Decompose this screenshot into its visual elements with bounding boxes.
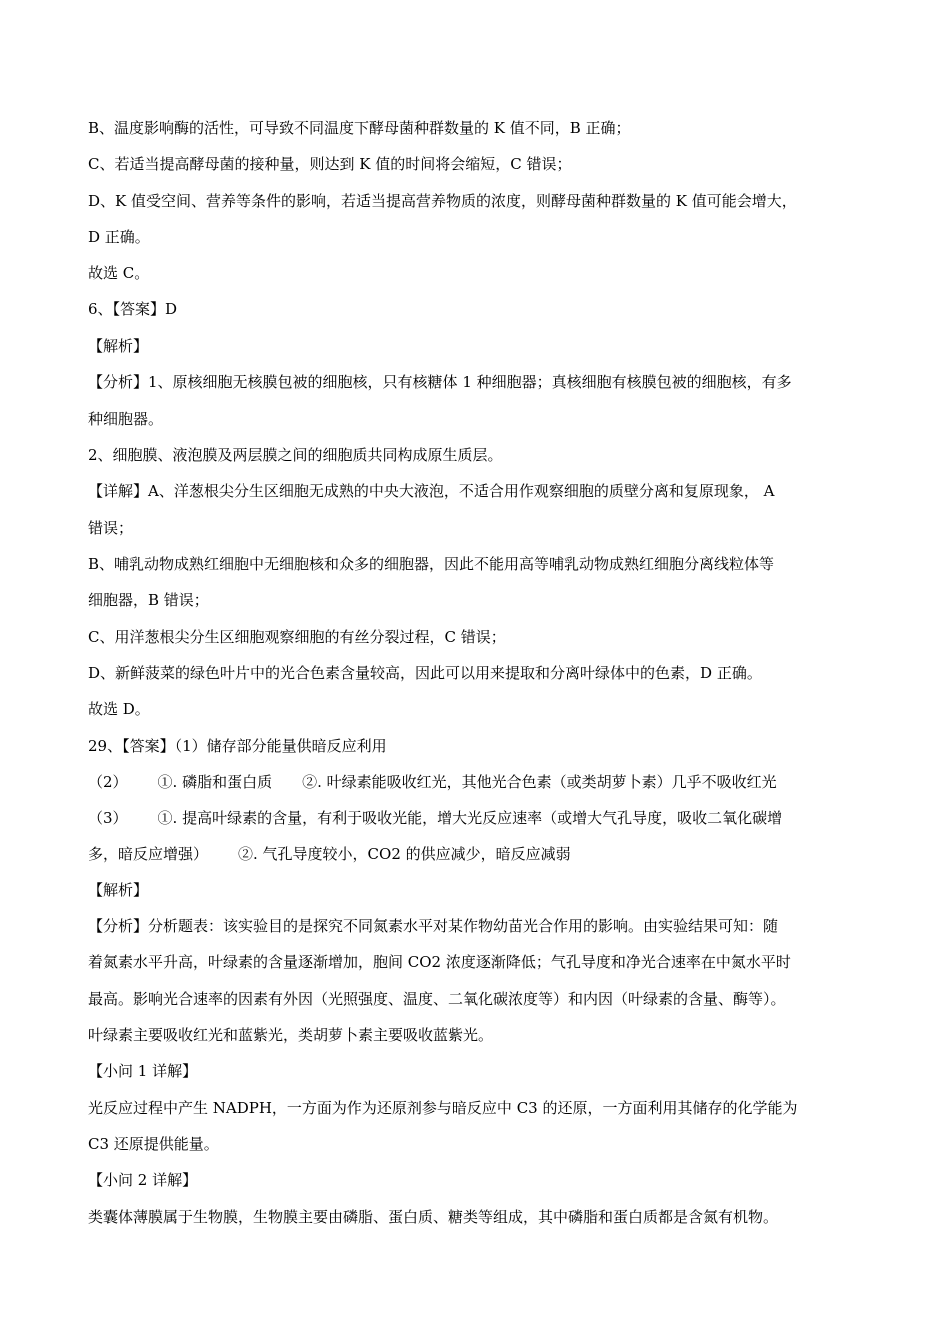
text-line: 【分析】1、原核细胞无核膜包被的细胞核，只有核糖体 1 种细胞器；真核细胞有核膜包被的细胞核，有多 <box>88 373 792 391</box>
part-number: （3） <box>88 809 128 827</box>
text-line: B、哺乳动物成熟红细胞中无细胞核和众多的细胞器，因此不能用高等哺乳动物成熟红细胞分离线粒体等 <box>88 555 775 573</box>
text-line: 2、细胞膜、液泡膜及两层膜之间的细胞质共同构成原生质层。 <box>88 446 503 464</box>
text-line: 故选 C。 <box>88 264 150 282</box>
text-line: 细胞器，B 错误； <box>88 591 209 609</box>
text-line: 种细胞器。 <box>88 410 164 428</box>
answer-heading: 6、【答案】D <box>88 300 178 318</box>
text-line: C、若适当提高酵母菌的接种量，则达到 K 值的时间将会缩短，C 错误； <box>88 155 572 173</box>
text-line: D、K 值受空间、营养等条件的影响，若适当提高营养物质的浓度，则酵母菌种群数量的 K 值可能会增大， <box>88 192 797 210</box>
answer-item: ②. 气孔导度较小，CO2 的供应减少，暗反应减弱 <box>238 845 571 863</box>
text-line: B、温度影响酶的活性，可导致不同温度下酵母菌种群数量的 K 值不同，B 正确； <box>88 119 631 137</box>
answer-item: ①. 提高叶绿素的含量，有利于吸收光能，增大光反应速率（或增大气孔导度，吸收二氧化碳增 <box>157 809 783 827</box>
text-line: 故选 D。 <box>88 700 150 718</box>
text-line: 【详解】A、洋葱根尖分生区细胞无成熟的中央大液泡，不适合用作观察细胞的质壁分离和复原现象， A <box>88 482 775 500</box>
part-number: （2） <box>88 773 128 791</box>
text-line: 着氮素水平升高，叶绿素的含量逐渐增加，胞间 CO2 浓度逐渐降低；气孔导度和净光合速率在中氮水平时 <box>88 953 791 971</box>
answer-part-2 <box>88 772 878 792</box>
answer-item: ②. 叶绿素能吸收红光，其他光合色素（或类胡萝卜素）几乎不吸收红光 <box>302 773 777 791</box>
text-line: D、新鲜菠菜的绿色叶片中的光合色素含量较高，因此可以用来提取和分离叶绿体中的色素，D 正确。 <box>88 664 762 682</box>
section-label: 【解析】 <box>88 337 149 355</box>
answer-item: ①. 磷脂和蛋白质 <box>157 773 273 791</box>
text-line: 错误； <box>88 519 134 537</box>
text-line: C3 还原提供能量。 <box>88 1135 219 1153</box>
text-line: 类囊体薄膜属于生物膜，生物膜主要由磷脂、蛋白质、糖类等组成，其中磷脂和蛋白质都是含氮有机物。 <box>88 1208 779 1226</box>
section-label: 【小问 1 详解】 <box>88 1062 198 1080</box>
section-label: 【小问 2 详解】 <box>88 1171 198 1189</box>
text-line: 【分析】分析题表：该实验目的是探究不同氮素水平对某作物幼苗光合作用的影响。由实验结果可知：随 <box>88 917 779 935</box>
text-line: 最高。影响光合速率的因素有外因（光照强度、温度、二氧化碳浓度等）和内因（叶绿素的含量、酶等）。 <box>88 990 786 1008</box>
answer-heading: 29、【答案】（1）储存部分能量供暗反应利用 <box>88 737 387 755</box>
text-line: 叶绿素主要吸收红光和蓝紫光，类胡萝卜素主要吸收蓝紫光。 <box>88 1026 494 1044</box>
text-line: D 正确。 <box>88 228 150 246</box>
answer-part-3 <box>88 808 878 828</box>
text-line: 光反应过程中产生 NADPH，一方面为作为还原剂参与暗反应中 C3 的还原，一方面利用其储存的化学能为 <box>88 1099 798 1117</box>
section-label: 【解析】 <box>88 881 149 899</box>
text-line: C、用洋葱根尖分生区细胞观察细胞的有丝分裂过程，C 错误； <box>88 628 506 646</box>
answer-part-3-cont <box>88 844 878 864</box>
answer-item: 多，暗反应增强） <box>88 845 209 863</box>
